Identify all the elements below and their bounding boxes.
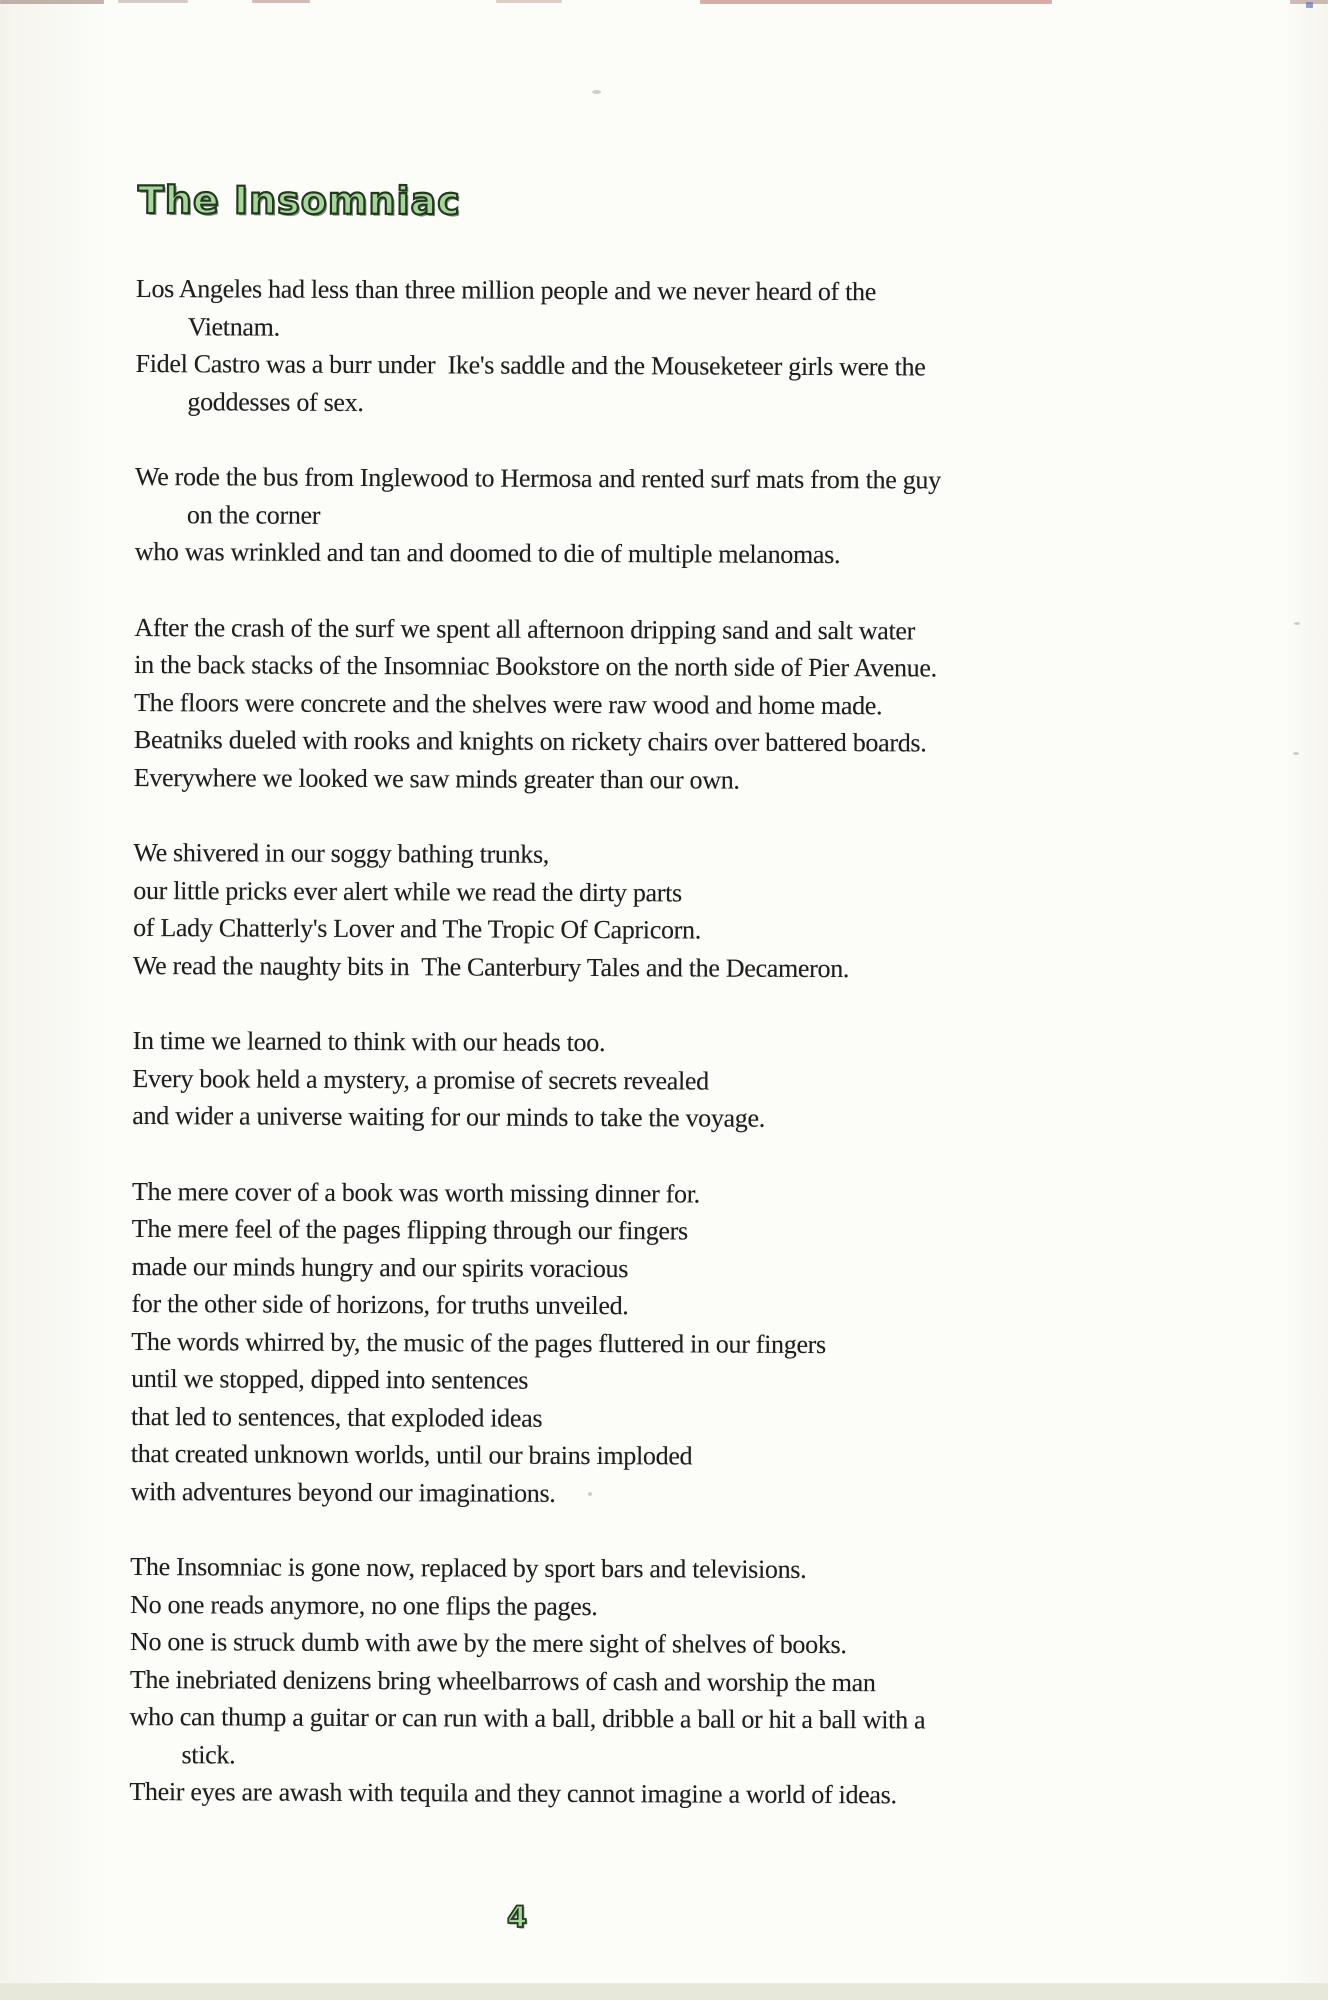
poem-line: goddesses of sex. bbox=[187, 386, 364, 417]
poem-line: in the back stacks of the Insomniac Bookstore on the north side of Pier Avenue. bbox=[134, 649, 937, 683]
poem-line: No one is struck dumb with awe by the mere sight of shelves of books. bbox=[129, 1626, 847, 1660]
poem-line: In time we learned to think with our heads too. bbox=[132, 1025, 606, 1058]
poem-line: Los Angeles had less than three million people and we never heard of the bbox=[135, 273, 877, 307]
poem-line: After the crash of the surf we spent all afternoon dripping sand and salt water bbox=[134, 612, 916, 645]
poem-line: for the other side of horizons, for truths unveiled. bbox=[131, 1288, 629, 1321]
poem-line: The floors were concrete and the shelves were raw wood and home made. bbox=[134, 687, 883, 720]
poem-line: who was wrinkled and tan and doomed to die of multiple melanomas. bbox=[134, 536, 841, 570]
scan-shade-right bbox=[1282, 0, 1328, 2000]
poem-line: Everywhere we looked we saw minds greater than our own. bbox=[133, 762, 740, 795]
poem-line: Beatniks dueled with rooks and knights on rickety chairs over battered boards. bbox=[133, 724, 927, 758]
poem-line: The Insomniac is gone now, replaced by sport bars and televisions. bbox=[130, 1551, 807, 1584]
scan-edge-segment bbox=[252, 0, 310, 3]
stanza bbox=[132, 1022, 1212, 1139]
poem-line: The words whirred by, the music of the pages fluttered in our fingers bbox=[131, 1326, 826, 1359]
poem-line: with adventures beyond our imaginations. bbox=[130, 1476, 556, 1508]
poem-line: stick. bbox=[181, 1739, 236, 1769]
poem-title: The Insomniac bbox=[137, 178, 461, 224]
page-number: 4 bbox=[507, 1900, 528, 1934]
poem-body bbox=[129, 270, 1216, 1853]
poem-line: and wider a universe waiting for our minds to take the voyage. bbox=[132, 1100, 766, 1133]
scan-edge-segment bbox=[496, 0, 562, 3]
poem-line: our little pricks ever alert while we read the dirty parts bbox=[133, 875, 682, 907]
stanza bbox=[135, 458, 1215, 575]
stanza bbox=[135, 270, 1216, 425]
stanza bbox=[131, 1172, 1212, 1514]
scan-edge-segment bbox=[118, 0, 188, 3]
scan-edge-segment bbox=[0, 0, 104, 4]
poem-line: Fidel Castro was a burr under Ike's saddle and the Mouseketeer girls were the bbox=[135, 348, 926, 382]
poem-line: Every book held a mystery, a promise of secrets revealed bbox=[132, 1063, 709, 1096]
poem-line: We rode the bus from Inglewood to Hermosa and rented surf mats from the guy bbox=[135, 461, 941, 495]
poem-line: Their eyes are awash with tequila and they cannot imagine a world of ideas. bbox=[129, 1776, 897, 1810]
scan-band-bottom bbox=[0, 1983, 1328, 2000]
poem-line: on the corner bbox=[186, 499, 321, 530]
scan-shade-left bbox=[0, 0, 110, 2000]
poem-line: The mere cover of a book was worth missing dinner for. bbox=[131, 1176, 700, 1208]
stanza bbox=[133, 834, 1214, 989]
scan-edge-segment bbox=[700, 0, 1052, 4]
poem-line: until we stopped, dipped into sentences bbox=[131, 1363, 529, 1395]
poem-line: made our minds hungry and our spirits voracious bbox=[131, 1251, 629, 1283]
scan-speck bbox=[1294, 622, 1300, 625]
poem-line: The mere feel of the pages flipping through our fingers bbox=[131, 1213, 688, 1246]
poem-line: We shivered in our soggy bathing trunks, bbox=[133, 837, 550, 869]
poem-line: We read the naughty bits in The Canterbury Tales and the Decameron. bbox=[132, 950, 850, 983]
poem-line: Vietnam. bbox=[187, 311, 280, 342]
scan-speck bbox=[1293, 752, 1299, 755]
poem-line: who can thump a guitar or can run with a ball, dribble a ball or hit a ball with a bbox=[129, 1701, 926, 1735]
poem-line: that created unknown worlds, until our brains imploded bbox=[130, 1438, 693, 1471]
scan-speck bbox=[592, 90, 601, 94]
poem-line: that led to sentences, that exploded ideas bbox=[130, 1401, 543, 1433]
poem-line: The inebriated denizens bring wheelbarrows of cash and worship the man bbox=[129, 1664, 876, 1697]
scan-edge-blue-dot bbox=[1306, 2, 1313, 8]
stanza bbox=[129, 1548, 1210, 1815]
scan-edge-artifact-top bbox=[0, 0, 1328, 8]
poem-line: of Lady Chatterly's Lover and The Tropic Of Capricorn. bbox=[133, 912, 702, 945]
stanza bbox=[134, 608, 1215, 800]
poem-line: No one reads anymore, no one flips the pages. bbox=[130, 1589, 598, 1621]
